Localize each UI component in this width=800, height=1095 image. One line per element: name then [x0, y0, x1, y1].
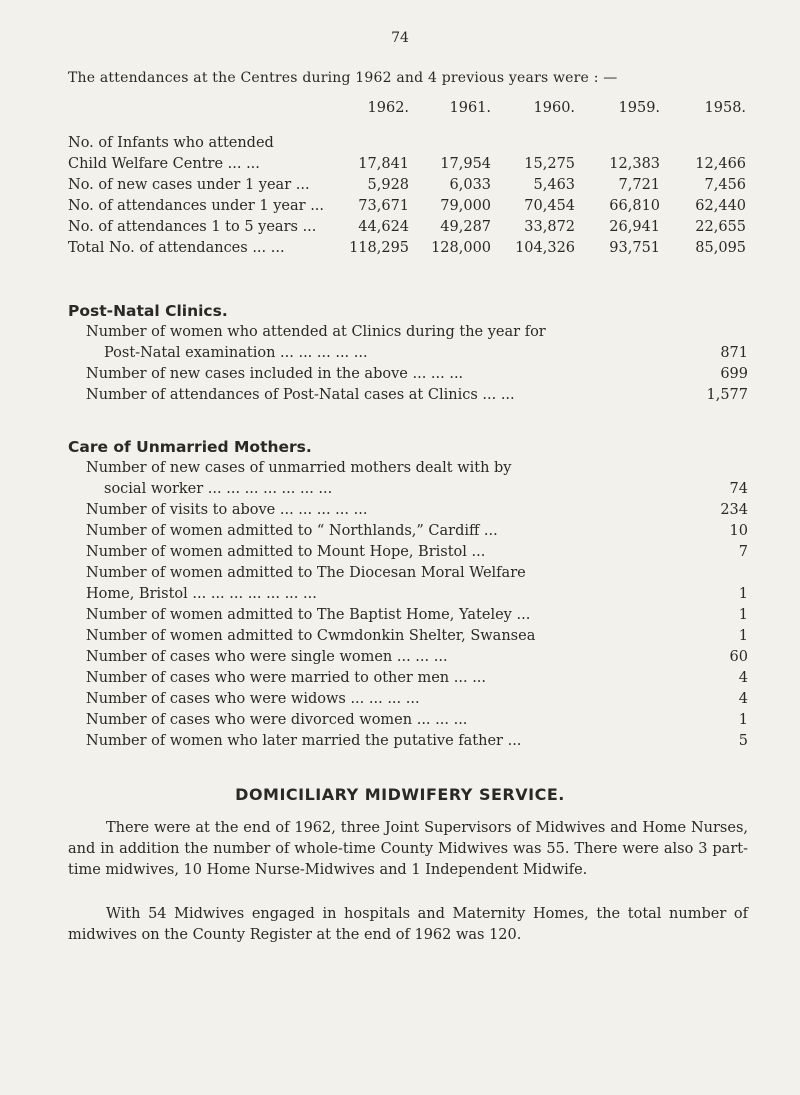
- cell: 73,671: [358, 197, 410, 214]
- attendance-table: [68, 100, 746, 258]
- table-header-row: [68, 100, 746, 132]
- cell: 66,810: [609, 197, 661, 214]
- list-item: Number of women admitted to The Baptist Home, Yateley ... 1: [86, 607, 748, 623]
- value: 1: [738, 628, 748, 644]
- cell: 17,841: [358, 155, 410, 172]
- row-label: Total No. of attendances ... ...: [68, 239, 285, 256]
- value: 4: [738, 691, 748, 707]
- cell: 5,928: [367, 176, 410, 193]
- cell: 6,033: [449, 176, 492, 193]
- value: 234: [720, 502, 748, 518]
- list-item: Home, Bristol ... ... ... ... ... ... ... 1: [86, 586, 748, 602]
- cell: 33,872: [524, 218, 576, 235]
- table-row: [68, 216, 746, 237]
- list-item: Number of new cases of unmarried mothers dealt with by: [86, 460, 512, 476]
- list-item: social worker ... ... ... ... ... ... ... 74: [104, 481, 748, 497]
- cell: 118,295: [349, 239, 410, 256]
- page-number: 74: [391, 30, 409, 46]
- list-item: Number of cases who were widows ... ... ... ... 4: [86, 691, 748, 707]
- cell: 70,454: [524, 197, 576, 214]
- cell: 128,000: [431, 239, 492, 256]
- year-header: 1962.: [367, 100, 410, 116]
- list-item: Number of cases who were married to other men ... ... 4: [86, 670, 748, 686]
- cell: 12,383: [609, 155, 661, 172]
- row-label: No. of attendances 1 to 5 years ...: [68, 218, 317, 235]
- paragraph: There were at the end of 1962, three Joint Supervisors of Midwives and Home Nurses, and in addition the number of whole-time County Midwives was 55. There were also 3 part-time midwives, 10 Home Nurse-Midwives and 1 Independent Midwife.: [68, 820, 748, 878]
- cell: 44,624: [358, 218, 410, 235]
- list-item: Number of attendances of Post-Natal cases at Clinics ... ... 1,577: [86, 387, 748, 403]
- paragraph: With 54 Midwives engaged in hospitals and Maternity Homes, the total number of midwives on the County Register at the end of 1962 was 120.: [68, 906, 748, 943]
- year-header: 1960.: [533, 100, 576, 116]
- cell: 12,466: [695, 155, 747, 172]
- list-item: Number of new cases included in the above ... ... ... 699: [86, 366, 748, 382]
- row-label: Child Welfare Centre ... ...: [68, 155, 260, 172]
- unmarried-mothers-section: [68, 438, 748, 754]
- cell: 93,751: [609, 239, 661, 256]
- cell: 85,095: [695, 239, 747, 256]
- value: 1,577: [706, 387, 748, 403]
- table-row: [68, 132, 746, 153]
- value: 4: [738, 670, 748, 686]
- year-header: 1958.: [704, 100, 747, 116]
- table-row: [68, 153, 746, 174]
- value: 1: [738, 607, 748, 623]
- section-heading: Care of Unmarried Mothers.: [68, 438, 312, 456]
- list-item: Number of women who later married the putative father ... 5: [86, 733, 748, 749]
- cell: 49,287: [440, 218, 492, 235]
- value: 7: [738, 544, 748, 560]
- list-item: Number of women admitted to Mount Hope, Bristol ... 7: [86, 544, 748, 560]
- value: 60: [729, 649, 748, 665]
- list-item: Number of women admitted to “ Northlands,” Cardiff ... 10: [86, 523, 748, 539]
- row-label: No. of new cases under 1 year ...: [68, 176, 310, 193]
- cell: 79,000: [440, 197, 492, 214]
- list-item: Number of women admitted to The Diocesan Moral Welfare: [86, 565, 526, 581]
- list-item: Number of visits to above ... ... ... ... ... 234: [86, 502, 748, 518]
- value: 1: [738, 586, 748, 602]
- value: 5: [738, 733, 748, 749]
- table-row: [68, 174, 746, 195]
- year-header: 1959.: [618, 100, 661, 116]
- row-label: No. of attendances under 1 year ...: [68, 197, 325, 214]
- section-heading: Post-Natal Clinics.: [68, 302, 228, 320]
- table-row: [68, 195, 746, 216]
- value: 1: [738, 712, 748, 728]
- value: 74: [729, 481, 748, 497]
- cell: 7,721: [618, 176, 661, 193]
- cell: 7,456: [704, 176, 747, 193]
- year-header: 1961.: [449, 100, 492, 116]
- value: 871: [720, 345, 748, 361]
- cell: 104,326: [515, 239, 576, 256]
- cell: 62,440: [695, 197, 747, 214]
- cell: 17,954: [440, 155, 492, 172]
- cell: 5,463: [533, 176, 576, 193]
- cell: 22,655: [695, 218, 747, 235]
- post-natal-section: [68, 302, 748, 408]
- list-item: Post-Natal examination ... ... ... ... ... 871: [104, 345, 748, 361]
- section-title: DOMICILIARY MIDWIFERY SERVICE.: [235, 785, 565, 804]
- cell: 15,275: [524, 155, 576, 172]
- list-item: Number of cases who were single women ... ... ... 60: [86, 649, 748, 665]
- cell: 26,941: [609, 218, 661, 235]
- list-item: Number of cases who were divorced women ... ... ... 1: [86, 712, 748, 728]
- list-item: Number of women admitted to Cwmdonkin Shelter, Swansea 1: [86, 628, 748, 644]
- value: 699: [720, 366, 748, 382]
- row-label-line1: No. of Infants who attended: [68, 134, 274, 151]
- list-item: Number of women who attended at Clinics during the year for: [86, 324, 546, 340]
- intro-text: The attendances at the Centres during 1962 and 4 previous years were : —: [68, 70, 618, 86]
- value: 10: [729, 523, 748, 539]
- table-row: [68, 237, 746, 258]
